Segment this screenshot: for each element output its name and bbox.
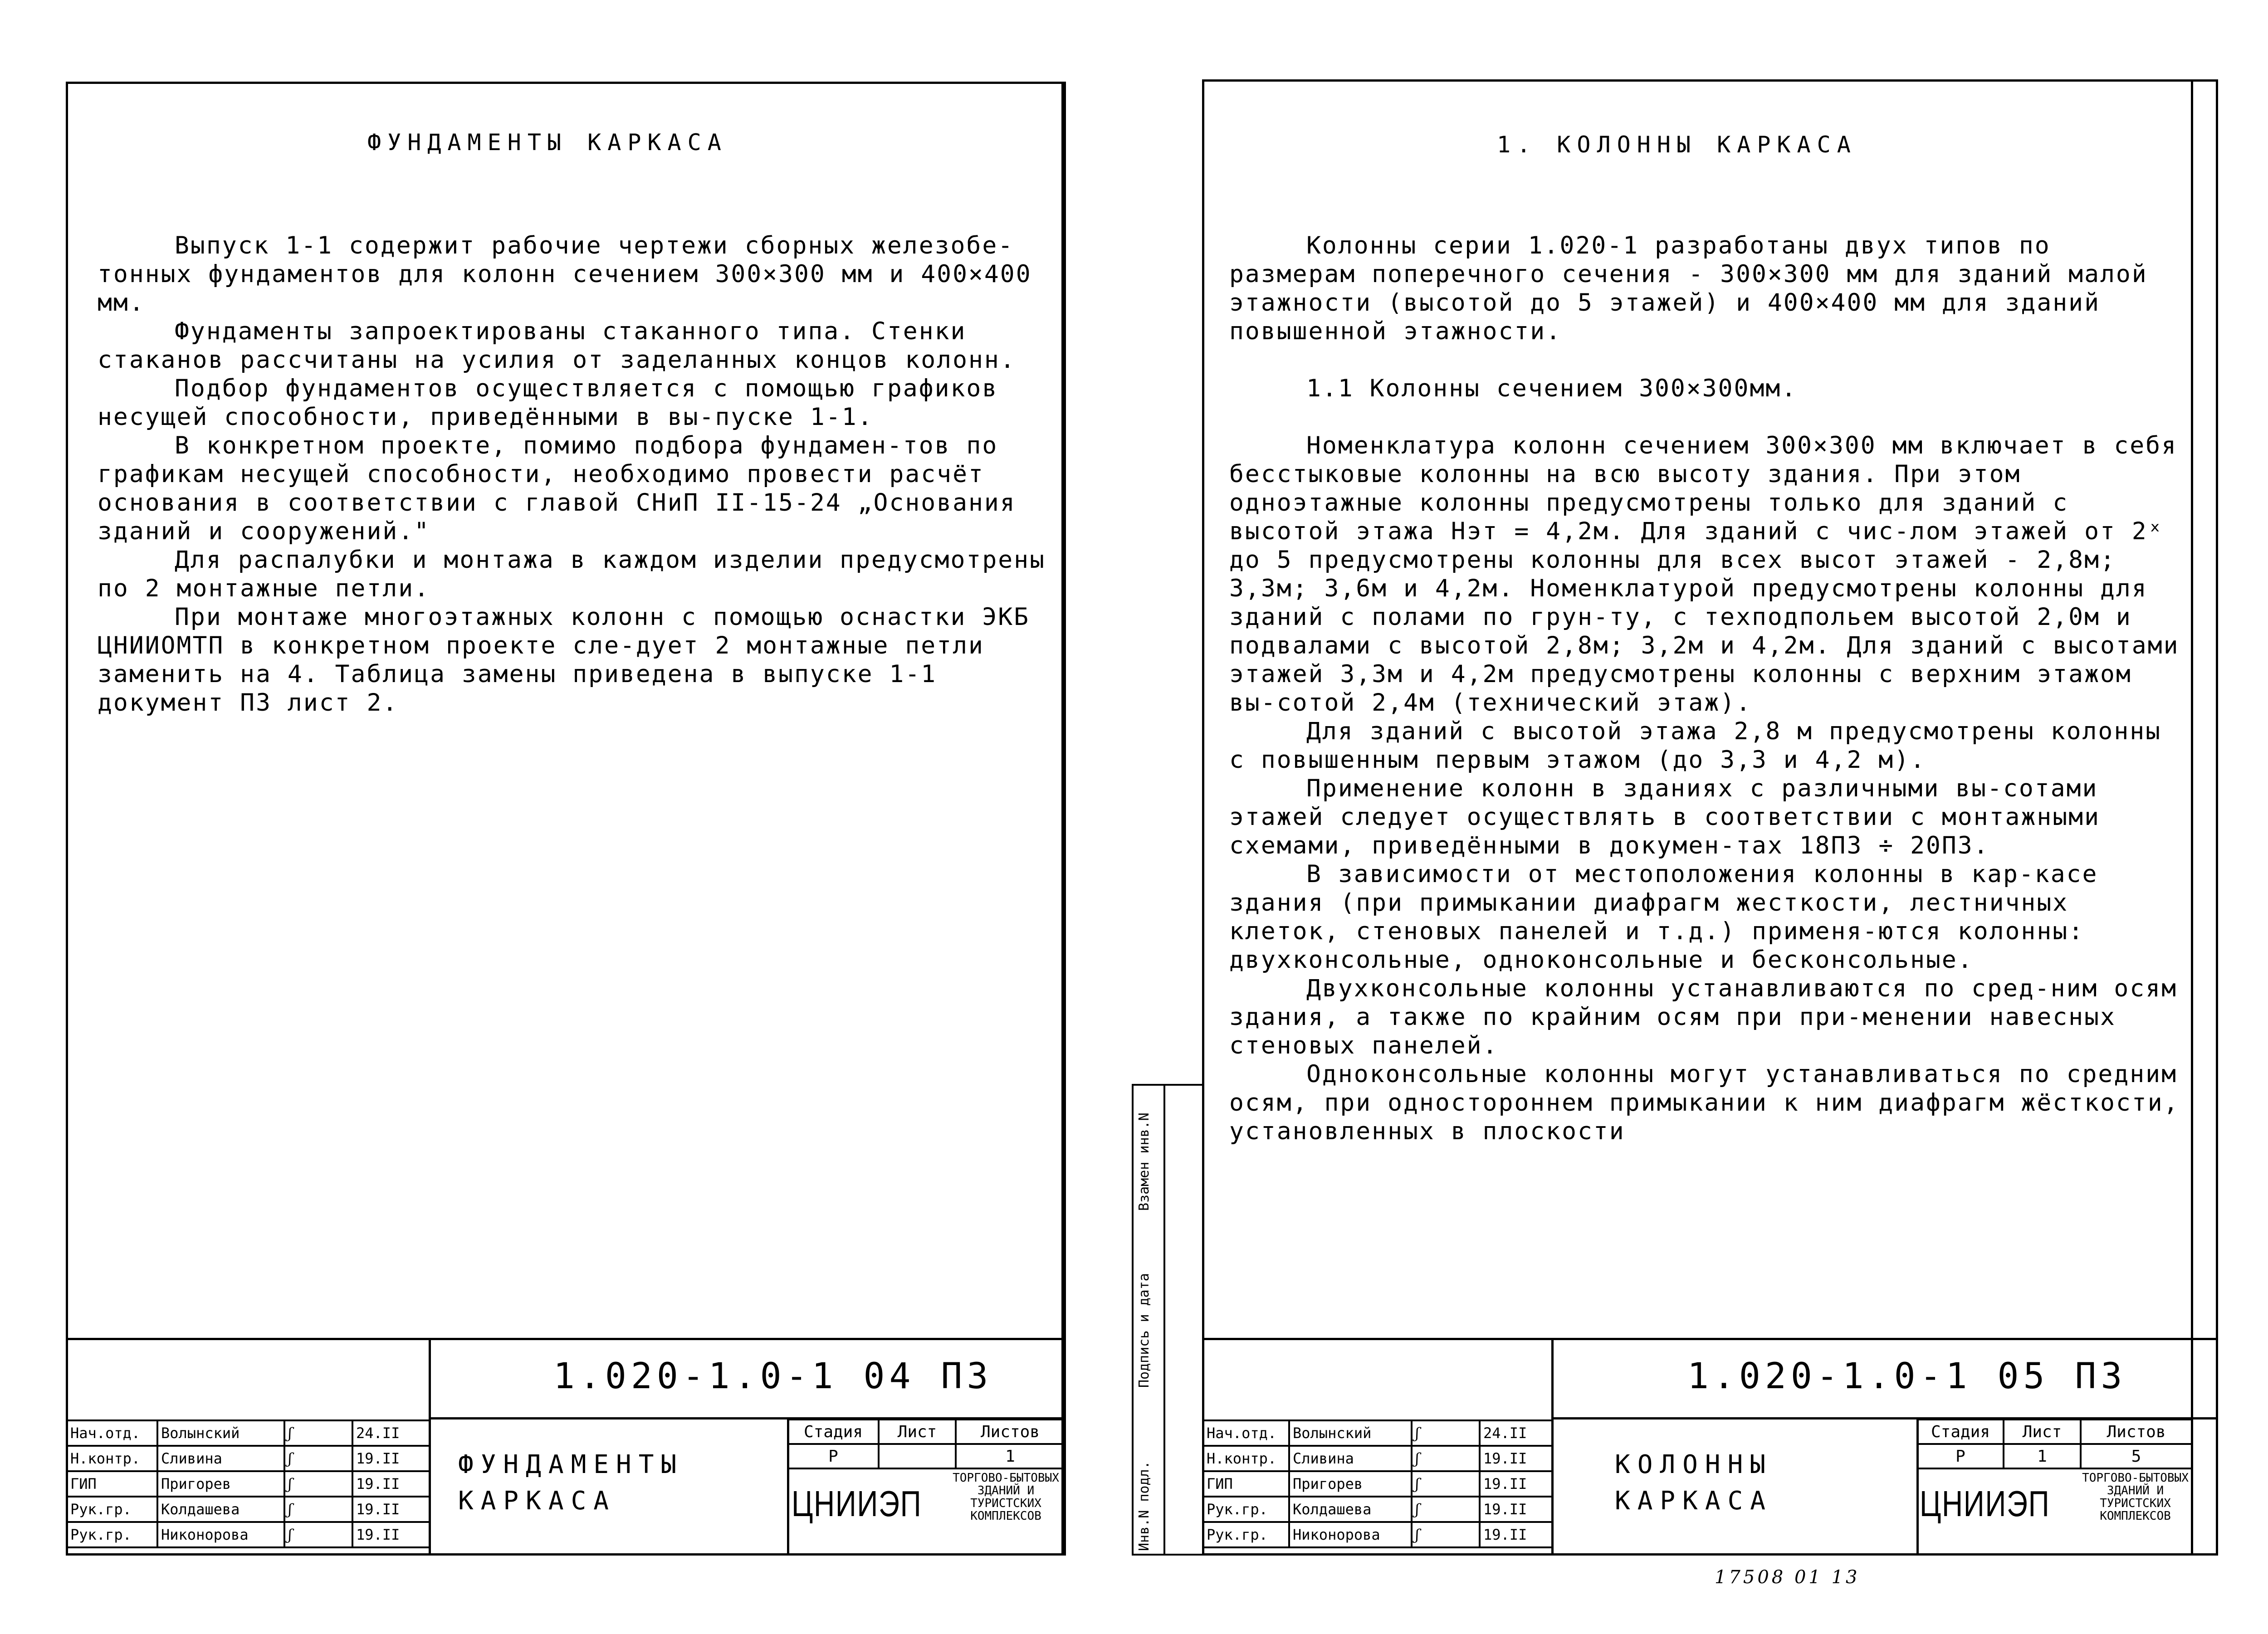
right-paragraph-3: Применение колонн в зданиях с различными вы-сотами этажей следует осуществлять в соответствии с монтажными схемами, приведёнными в докумен-тах 18ПЗ ÷ 20ПЗ. bbox=[1229, 775, 2100, 859]
right-body-text bbox=[1229, 231, 2182, 1146]
table-row bbox=[1203, 1522, 1552, 1547]
left-signature-table bbox=[66, 1419, 430, 1548]
side-label-vzamen-inv: Взамен инв.N bbox=[1136, 1112, 1152, 1211]
name-cell: Пригорев bbox=[1289, 1471, 1412, 1497]
right-stamp-top-rule bbox=[1202, 1338, 2218, 1340]
right-paragraph-2: Для зданий с высотой этажа 2,8 м предусмотрены колонны с повышенным первым этажом (до 3,3 и 4,2 м). bbox=[1229, 717, 2162, 774]
signature-cell: ʃ bbox=[284, 1446, 352, 1471]
right-paragraph-4: В зависимости от местоположения колонны в кар-касе здания (при примыкании диафрагм жесткости, лестничных клеток, стеновых панелей и т.д.) применя-ются колонны: двухконсольные, одноконсольные и бесконсольные. bbox=[1229, 860, 2098, 974]
date-cell: 19.II bbox=[1480, 1522, 1552, 1547]
name-cell: Сливина bbox=[1289, 1446, 1412, 1471]
right-paragraph-1: Номенклатура колонн сечением 300×300 мм включает в себя бесстыковые колонны на всю высоту здания. При этом одноэтажные колонны предусмотрены только для зданий с высотой этажа Нэт = 4,2м. Для зданий с чис-лом этажей от 2ˣ до 5 предусмотрены колонны для всех высот этажей - 2,8м; 3,3м; 3,6м и 4,2м. Номенклатурой предусмотрены колонны для зданий с полами по грун-ту, с техподпольем высотой 2,0м и подвалами с высотой 2,8м; 3,2м и 4,2м. Для зданий с высотами этажей 3,3м и 4,2м предусмотрены колонны с верхним этажом вы-сотой 2,4м (технический этаж). bbox=[1229, 432, 2180, 717]
left-page-title: ФУНДАМЕНТЫ КАРКАСА bbox=[367, 129, 728, 156]
right-stamp-name: КОЛОННЫ КАРКАСА bbox=[1615, 1450, 1773, 1516]
name-cell: Сливина bbox=[157, 1446, 284, 1471]
role-cell: ГИП bbox=[1203, 1471, 1289, 1497]
name-cell: Никонорова bbox=[157, 1522, 284, 1547]
stage-header: Стадия bbox=[1917, 1419, 2004, 1444]
sheets-header: Листов bbox=[2081, 1419, 2192, 1444]
date-cell: 19.II bbox=[1480, 1446, 1552, 1471]
date-cell: 19.II bbox=[1480, 1471, 1552, 1497]
signature-cell: ʃ bbox=[284, 1420, 352, 1446]
role-cell: Н.контр. bbox=[1203, 1446, 1289, 1471]
table-row bbox=[67, 1446, 430, 1471]
right-subheading: 1.1 Колонны сечением 300×300мм. bbox=[1306, 375, 1798, 402]
table-row bbox=[1917, 1444, 2192, 1468]
role-cell: Нач.отд. bbox=[67, 1420, 157, 1446]
left-body-text bbox=[98, 231, 1046, 717]
stage-value: Р bbox=[1917, 1444, 2004, 1468]
left-doc-code: 1.020-1.0-1 04 ПЗ bbox=[553, 1356, 993, 1397]
right-doc-code: 1.020-1.0-1 05 ПЗ bbox=[1687, 1356, 2127, 1397]
table-row bbox=[1203, 1497, 1552, 1522]
signature-cell: ʃ bbox=[1412, 1471, 1480, 1497]
right-stage-table bbox=[1916, 1419, 2193, 1469]
side-label-signature-date: Подпись и дата bbox=[1136, 1273, 1152, 1388]
role-cell: ГИП bbox=[67, 1471, 157, 1497]
role-cell: Рук.гр. bbox=[67, 1522, 157, 1547]
signature-cell: ʃ bbox=[1412, 1446, 1480, 1471]
left-stage-table bbox=[787, 1419, 1066, 1469]
date-cell: 19.II bbox=[352, 1471, 430, 1497]
table-row bbox=[788, 1444, 1065, 1468]
sheet-header: Лист bbox=[2004, 1419, 2081, 1444]
signature-cell: ʃ bbox=[1412, 1497, 1480, 1522]
right-org-logo: ЦНИИЭП bbox=[1920, 1483, 2050, 1524]
date-cell: 19.II bbox=[352, 1497, 430, 1522]
sheet-header: Лист bbox=[879, 1419, 956, 1444]
right-org-description: ТОРГОВО-БЫТОВЫХ ЗДАНИЙ И ТУРИСТСКИХ КОМПЛЕКСОВ bbox=[2082, 1471, 2189, 1523]
name-cell: Волынский bbox=[1289, 1420, 1412, 1446]
date-cell: 19.II bbox=[352, 1522, 430, 1547]
role-cell: Нач.отд. bbox=[1203, 1420, 1289, 1446]
right-sheet-inner-rule bbox=[2191, 79, 2193, 1556]
left-paragraph-3: Подбор фундаментов осуществляется с помощью графиков несущей способности, приведёнными в вы-пуске 1-1. bbox=[98, 375, 998, 431]
sheet-value bbox=[879, 1444, 956, 1468]
date-cell: 19.II bbox=[1480, 1497, 1552, 1522]
right-page-title: 1. КОЛОННЫ КАРКАСА bbox=[1497, 132, 1857, 158]
left-paragraph-2: Фундаменты запроектированы стаканного типа. Стенки стаканов рассчитаны на усилия от заделанных концов колонн. bbox=[98, 317, 1016, 374]
right-paragraph-5: Двухконсольные колонны устанавливаются по сред-ним осям здания, а также по крайним осям при при-менении навесных стеновых панелей. bbox=[1229, 975, 2177, 1059]
table-row bbox=[67, 1522, 430, 1547]
table-row bbox=[1203, 1420, 1552, 1446]
name-cell: Колдашева bbox=[1289, 1497, 1412, 1522]
left-org-logo: ЦНИИЭП bbox=[792, 1483, 922, 1524]
left-org-description: ТОРГОВО-БЫТОВЫХ ЗДАНИЙ И ТУРИСТСКИХ КОМПЛЕКСОВ bbox=[953, 1471, 1059, 1523]
left-paragraph-5: Для распалубки и монтажа в каждом изделии предусмотрены по 2 монтажные петли. bbox=[98, 546, 1046, 602]
table-row bbox=[67, 1420, 430, 1446]
left-paragraph-1: Выпуск 1-1 содержит рабочие чертежи сборных железобе-тонных фундаментов для колонн сечением 300×300 мм и 400×400 мм. bbox=[98, 232, 1032, 317]
right-signature-table bbox=[1202, 1419, 1553, 1548]
table-row bbox=[1203, 1471, 1552, 1497]
name-cell: Волынский bbox=[157, 1420, 284, 1446]
name-cell: Никонорова bbox=[1289, 1522, 1412, 1547]
date-cell: 19.II bbox=[352, 1446, 430, 1471]
table-row bbox=[788, 1419, 1065, 1444]
table-row bbox=[1203, 1446, 1552, 1471]
date-cell: 24.II bbox=[1480, 1420, 1552, 1446]
left-paragraph-4: В конкретном проекте, помимо подбора фундамен-тов по графикам несущей способности, необходимо провести расчёт основания в соответствии с главой СНиП II-15-24 „Основания зданий и сооружений." bbox=[98, 432, 1016, 545]
signature-cell: ʃ bbox=[1412, 1522, 1480, 1547]
stage-header: Стадия bbox=[788, 1419, 879, 1444]
archive-number: 17508 01 13 bbox=[1715, 1567, 1860, 1588]
sheet-value: 1 bbox=[2004, 1444, 2081, 1468]
sheets-value: 1 bbox=[956, 1444, 1065, 1468]
signature-cell: ʃ bbox=[284, 1522, 352, 1547]
table-row bbox=[1917, 1419, 2192, 1444]
left-sheet-inner-rule bbox=[1064, 82, 1066, 1556]
sheets-header: Листов bbox=[956, 1419, 1065, 1444]
role-cell: Рук.гр. bbox=[67, 1497, 157, 1522]
signature-cell: ʃ bbox=[284, 1497, 352, 1522]
table-row bbox=[67, 1497, 430, 1522]
signature-cell: ʃ bbox=[284, 1471, 352, 1497]
name-cell: Пригорев bbox=[157, 1471, 284, 1497]
left-stamp-name: ФУНДАМЕНТЫ КАРКАСА bbox=[458, 1450, 684, 1516]
role-cell: Рук.гр. bbox=[1203, 1497, 1289, 1522]
right-paragraph-6: Одноконсольные колонны могут устанавливаться по средним осям, при одностороннем примыкании к ним диафрагм жёсткости, установленных в плоскости bbox=[1229, 1060, 2180, 1145]
left-stamp-top-rule bbox=[66, 1338, 1064, 1340]
role-cell: Н.контр. bbox=[67, 1446, 157, 1471]
sheets-value: 5 bbox=[2081, 1444, 2192, 1468]
role-cell: Рук.гр. bbox=[1203, 1522, 1289, 1547]
signature-cell: ʃ bbox=[1412, 1420, 1480, 1446]
table-row bbox=[67, 1471, 430, 1497]
stage-value: Р bbox=[788, 1444, 879, 1468]
side-strip-divider bbox=[1163, 1084, 1165, 1556]
name-cell: Колдашева bbox=[157, 1497, 284, 1522]
side-label-inv-podl: Инв.N подл. bbox=[1136, 1461, 1152, 1551]
date-cell: 24.II bbox=[352, 1420, 430, 1446]
right-intro-paragraph: Колонны серии 1.020-1 разработаны двух типов по размерам поперечного сечения - 300×300 мм для зданий малой этажности (высотой до 5 этажей) и 400×400 мм для зданий повышенной этажности. bbox=[1229, 232, 2148, 345]
left-paragraph-6: При монтаже многоэтажных колонн с помощью оснастки ЭКБ ЦНИИОМТП в конкретном проекте сле-дует 2 монтажные петли заменить на 4. Таблица замены приведена в выпуске 1-1 документ ПЗ лист 2. bbox=[98, 603, 1030, 717]
